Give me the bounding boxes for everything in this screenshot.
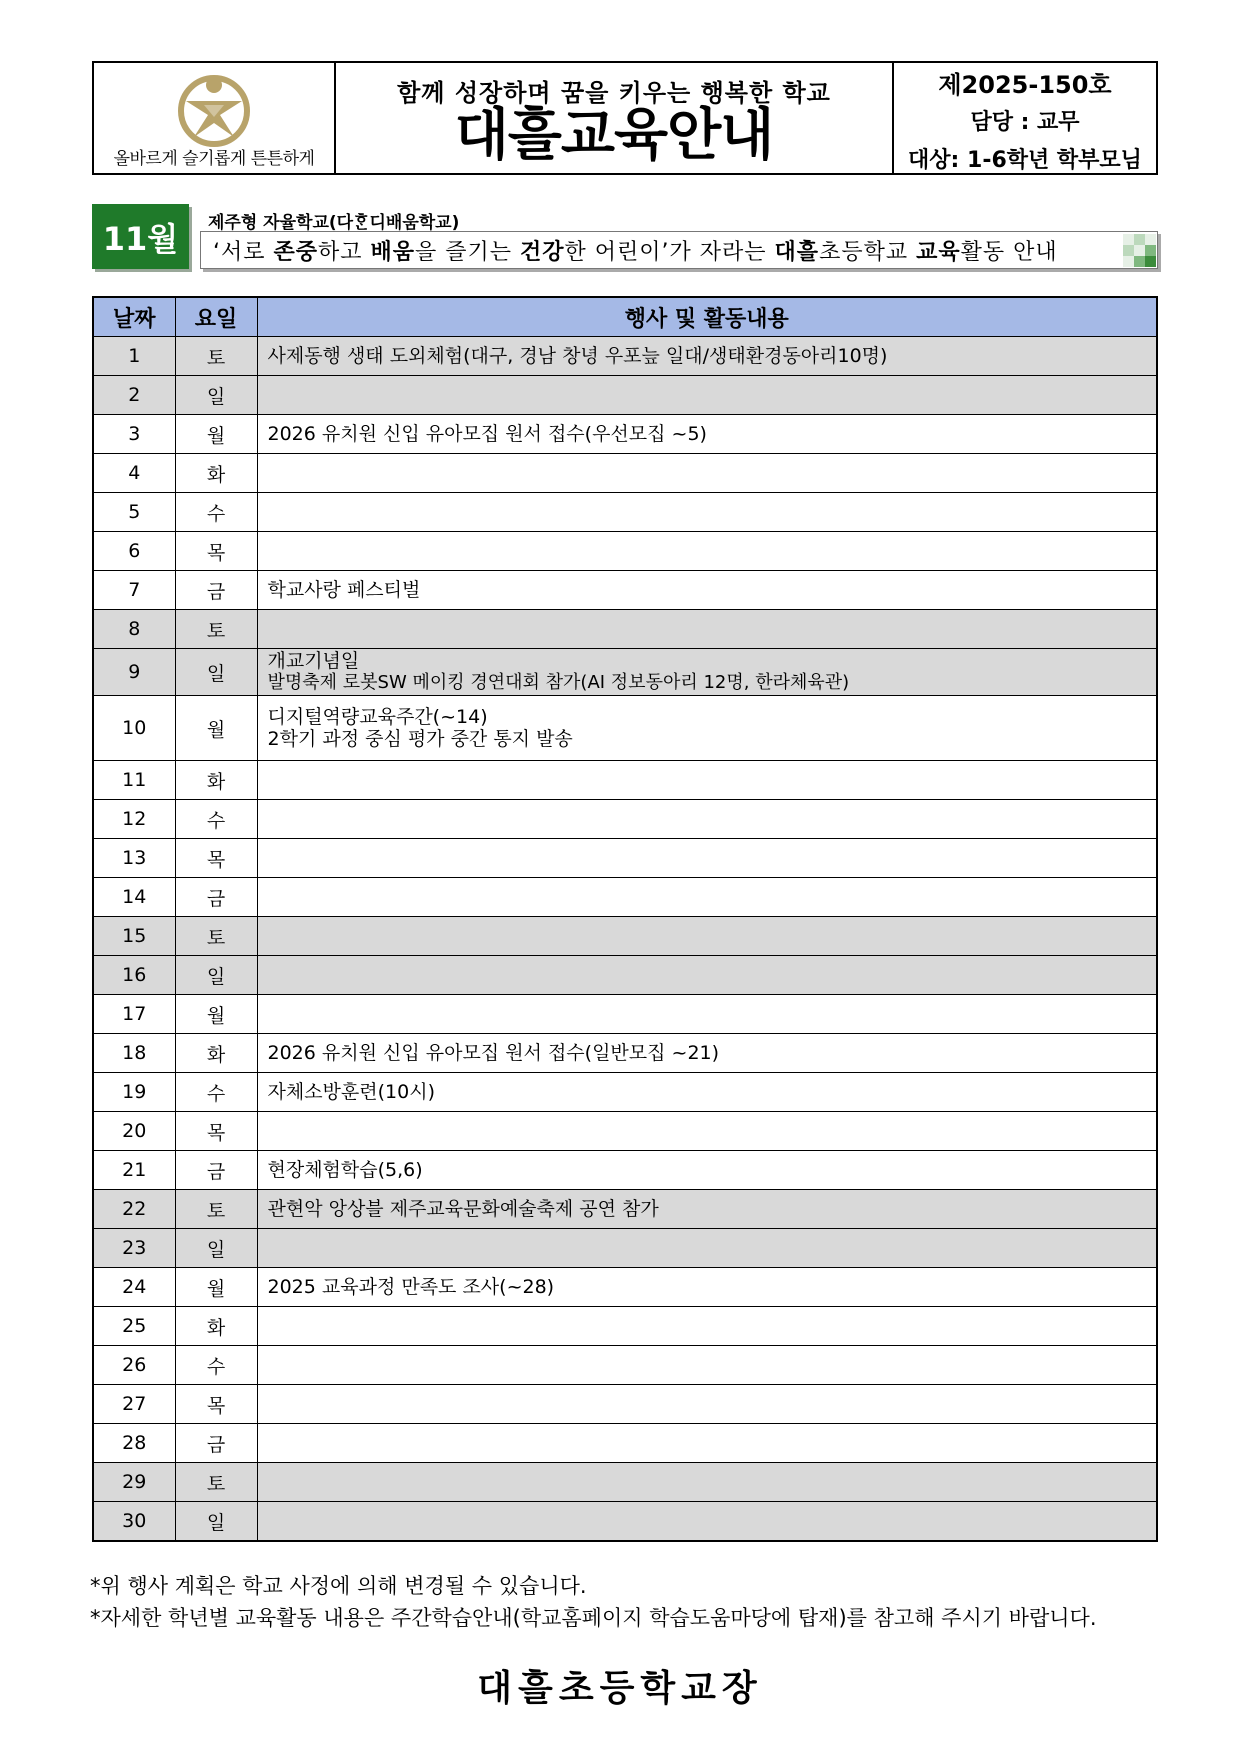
- table-row: [93, 1463, 1157, 1502]
- header-day: 요일: [175, 297, 257, 337]
- weekday-cell: 수: [175, 493, 257, 532]
- vision-text-part: 존중: [273, 239, 319, 265]
- weekday-cell: 목: [175, 1112, 257, 1151]
- notes: [90, 1570, 1160, 1634]
- activity-cell: [257, 610, 1157, 649]
- weekday-cell: 토: [175, 917, 257, 956]
- table-row: [93, 376, 1157, 415]
- activity-cell: [257, 571, 1157, 610]
- weekday-cell: 일: [175, 376, 257, 415]
- table-row: [93, 839, 1157, 878]
- activity-cell: [257, 1112, 1157, 1151]
- date-cell: 10: [93, 696, 175, 761]
- date-cell: 21: [93, 1151, 175, 1190]
- date-cell: 24: [93, 1268, 175, 1307]
- weekday-cell: 월: [175, 995, 257, 1034]
- vision-text-part: 을 즐기는: [415, 239, 521, 265]
- date-cell: 23: [93, 1229, 175, 1268]
- weekday-cell: 수: [175, 1073, 257, 1112]
- activity-cell: [257, 839, 1157, 878]
- weekday-cell: 월: [175, 696, 257, 761]
- date-cell: 1: [93, 337, 175, 376]
- table-row: [93, 761, 1157, 800]
- activity-cell: [257, 761, 1157, 800]
- activity-text: 2026 유치원 신입 유아모집 원서 접수(일반모집 ~21): [267, 1042, 720, 1064]
- activity-cell: [257, 956, 1157, 995]
- vision-text-part: 건강: [520, 239, 565, 265]
- weekday-cell: 화: [175, 454, 257, 493]
- activity-text: 학교사랑 페스티벌: [267, 579, 421, 601]
- table-row: [93, 1502, 1157, 1542]
- date-cell: 16: [93, 956, 175, 995]
- date-cell: 18: [93, 1034, 175, 1073]
- logo-cell: [94, 63, 336, 173]
- document-header: [92, 61, 1158, 175]
- weekday-cell: 화: [175, 1307, 257, 1346]
- table-row: [93, 1268, 1157, 1307]
- activity-text: 자체소방훈련(10시): [267, 1081, 435, 1103]
- vision-text-part: 배움: [370, 239, 416, 265]
- vision-text-part: 활동 안내: [960, 239, 1058, 265]
- activity-text: 현장체험학습(5,6): [267, 1159, 423, 1181]
- activity-text: 2026 유치원 신입 유아모집 원서 접수(우선모집 ~5): [267, 423, 707, 445]
- weekday-cell: 일: [175, 1502, 257, 1542]
- date-cell: 30: [93, 1502, 175, 1542]
- principal-signature: 대흘초등학교장: [477, 1668, 763, 1709]
- table-row: [93, 917, 1157, 956]
- weekday-cell: 토: [175, 337, 257, 376]
- date-cell: 8: [93, 610, 175, 649]
- header-date: 날짜: [93, 297, 175, 337]
- page-title: 대흘교육안내: [454, 103, 774, 168]
- date-cell: 29: [93, 1463, 175, 1502]
- table-row: [93, 415, 1157, 454]
- table-row: [93, 454, 1157, 493]
- date-cell: 9: [93, 649, 175, 696]
- weekday-cell: 목: [175, 1385, 257, 1424]
- date-cell: 4: [93, 454, 175, 493]
- activity-cell: [257, 376, 1157, 415]
- date-cell: 11: [93, 761, 175, 800]
- vision-text-part: 대흘: [774, 239, 820, 265]
- table-row: [93, 337, 1157, 376]
- issue-number: 제2025-150호: [938, 71, 1112, 99]
- weekday-cell: 화: [175, 1034, 257, 1073]
- weekday-cell: 토: [175, 1463, 257, 1502]
- activity-text: 2학기 과정 중심 평가 중간 통지 발송: [267, 728, 573, 750]
- school-motto: 올바르게 슬기롭게 튼튼하게: [113, 149, 315, 169]
- activity-cell: [257, 696, 1157, 761]
- activity-cell: [257, 878, 1157, 917]
- table-row: [93, 1151, 1157, 1190]
- school-emblem-icon: [174, 71, 254, 151]
- weekday-cell: 목: [175, 839, 257, 878]
- table-row: [93, 1112, 1157, 1151]
- table-row: [93, 610, 1157, 649]
- vision-text: [213, 235, 1058, 266]
- activity-cell: [257, 1229, 1157, 1268]
- vision-text-part: 교육: [916, 239, 961, 265]
- date-cell: 28: [93, 1424, 175, 1463]
- weekday-cell: 수: [175, 1346, 257, 1385]
- weekday-cell: 일: [175, 956, 257, 995]
- activity-text: 2025 교육과정 만족도 조사(~28): [267, 1276, 555, 1298]
- weekday-cell: 월: [175, 415, 257, 454]
- weekday-cell: 토: [175, 610, 257, 649]
- activity-cell: [257, 800, 1157, 839]
- table-row: [93, 1034, 1157, 1073]
- date-cell: 19: [93, 1073, 175, 1112]
- vision-text-part: 하고: [318, 239, 371, 265]
- note-line: *자세한 학년별 교육활동 내용은 주간학습안내(학교홈페이지 학습도움마당에 탑재)를 참고해 주시기 바랍니다.: [90, 1606, 1097, 1630]
- date-cell: 27: [93, 1385, 175, 1424]
- month-badge: 11월: [92, 204, 189, 269]
- date-cell: 12: [93, 800, 175, 839]
- table-header-row: [93, 297, 1157, 337]
- date-cell: 22: [93, 1190, 175, 1229]
- table-row: [93, 1346, 1157, 1385]
- weekday-cell: 일: [175, 649, 257, 696]
- activity-cell: [257, 1463, 1157, 1502]
- activity-cell: [257, 1151, 1157, 1190]
- weekday-cell: 목: [175, 532, 257, 571]
- table-row: [93, 571, 1157, 610]
- weekday-cell: 금: [175, 571, 257, 610]
- table-row: [93, 1424, 1157, 1463]
- weekday-cell: 금: [175, 1424, 257, 1463]
- table-row: [93, 1190, 1157, 1229]
- activity-cell: [257, 532, 1157, 571]
- schedule-table: [92, 296, 1158, 1542]
- table-row: [93, 532, 1157, 571]
- activity-cell: [257, 1034, 1157, 1073]
- checker-decoration-icon: [1123, 234, 1157, 268]
- weekday-cell: 토: [175, 1190, 257, 1229]
- weekday-cell: 화: [175, 761, 257, 800]
- activity-cell: [257, 1502, 1157, 1542]
- activity-cell: [257, 454, 1157, 493]
- school-type-label: 제주형 자율학교(다ᄒᆞᆫ디배움학교): [208, 213, 460, 233]
- target-audience: 대상: 1-6학년 학부모님: [908, 148, 1142, 173]
- table-row: [93, 800, 1157, 839]
- activity-cell: [257, 1268, 1157, 1307]
- table-row: [93, 649, 1157, 696]
- date-cell: 3: [93, 415, 175, 454]
- date-cell: 6: [93, 532, 175, 571]
- date-cell: 2: [93, 376, 175, 415]
- table-row: [93, 1385, 1157, 1424]
- weekday-cell: 수: [175, 800, 257, 839]
- meta-cell: [894, 63, 1156, 173]
- table-row: [93, 1307, 1157, 1346]
- title-cell: [336, 63, 894, 173]
- table-row: [93, 1073, 1157, 1112]
- table-row: [93, 1229, 1157, 1268]
- activity-text: 사제동행 생태 도외체험(대구, 경남 창녕 우포늪 일대/생태환경동아리10명): [267, 345, 888, 367]
- weekday-cell: 금: [175, 1151, 257, 1190]
- vision-text-part: ‘서로: [213, 239, 274, 265]
- date-cell: 15: [93, 917, 175, 956]
- table-row: [93, 995, 1157, 1034]
- activity-cell: [257, 995, 1157, 1034]
- weekday-cell: 월: [175, 1268, 257, 1307]
- activity-text: 발명축제 로봇SW 메이킹 경연대회 참가(AI 정보동아리 12명, 한라체육관): [267, 672, 850, 693]
- manager-label: 담당 : 교무: [970, 110, 1080, 135]
- activity-cell: [257, 1307, 1157, 1346]
- vision-banner: [200, 231, 1158, 269]
- date-cell: 13: [93, 839, 175, 878]
- activity-cell: [257, 649, 1157, 696]
- table-row: [93, 696, 1157, 761]
- activity-text: 디지털역량교육주간(~14): [267, 706, 488, 728]
- date-cell: 26: [93, 1346, 175, 1385]
- activity-cell: [257, 415, 1157, 454]
- activity-cell: [257, 1385, 1157, 1424]
- table-row: [93, 878, 1157, 917]
- activity-text: 개교기념일: [267, 650, 360, 672]
- vision-text-part: 초등학교: [819, 239, 917, 265]
- activity-cell: [257, 493, 1157, 532]
- note-line: *위 행사 계획은 학교 사정에 의해 변경될 수 있습니다.: [90, 1574, 587, 1598]
- activity-text: 관현악 앙상블 제주교육문화예술축제 공연 참가: [267, 1198, 659, 1220]
- table-row: [93, 956, 1157, 995]
- vision-text-part: 한 어린이’가 자라는: [564, 239, 775, 265]
- activity-cell: [257, 1424, 1157, 1463]
- date-cell: 5: [93, 493, 175, 532]
- date-cell: 17: [93, 995, 175, 1034]
- table-row: [93, 493, 1157, 532]
- header-activity: 행사 및 활동내용: [257, 297, 1157, 337]
- activity-cell: [257, 1190, 1157, 1229]
- weekday-cell: 일: [175, 1229, 257, 1268]
- activity-cell: [257, 337, 1157, 376]
- activity-cell: [257, 1073, 1157, 1112]
- school-slogan: 함께 성장하며 꿈을 키우는 행복한 학교: [397, 79, 831, 107]
- weekday-cell: 금: [175, 878, 257, 917]
- date-cell: 7: [93, 571, 175, 610]
- date-cell: 14: [93, 878, 175, 917]
- activity-cell: [257, 917, 1157, 956]
- activity-cell: [257, 1346, 1157, 1385]
- date-cell: 20: [93, 1112, 175, 1151]
- date-cell: 25: [93, 1307, 175, 1346]
